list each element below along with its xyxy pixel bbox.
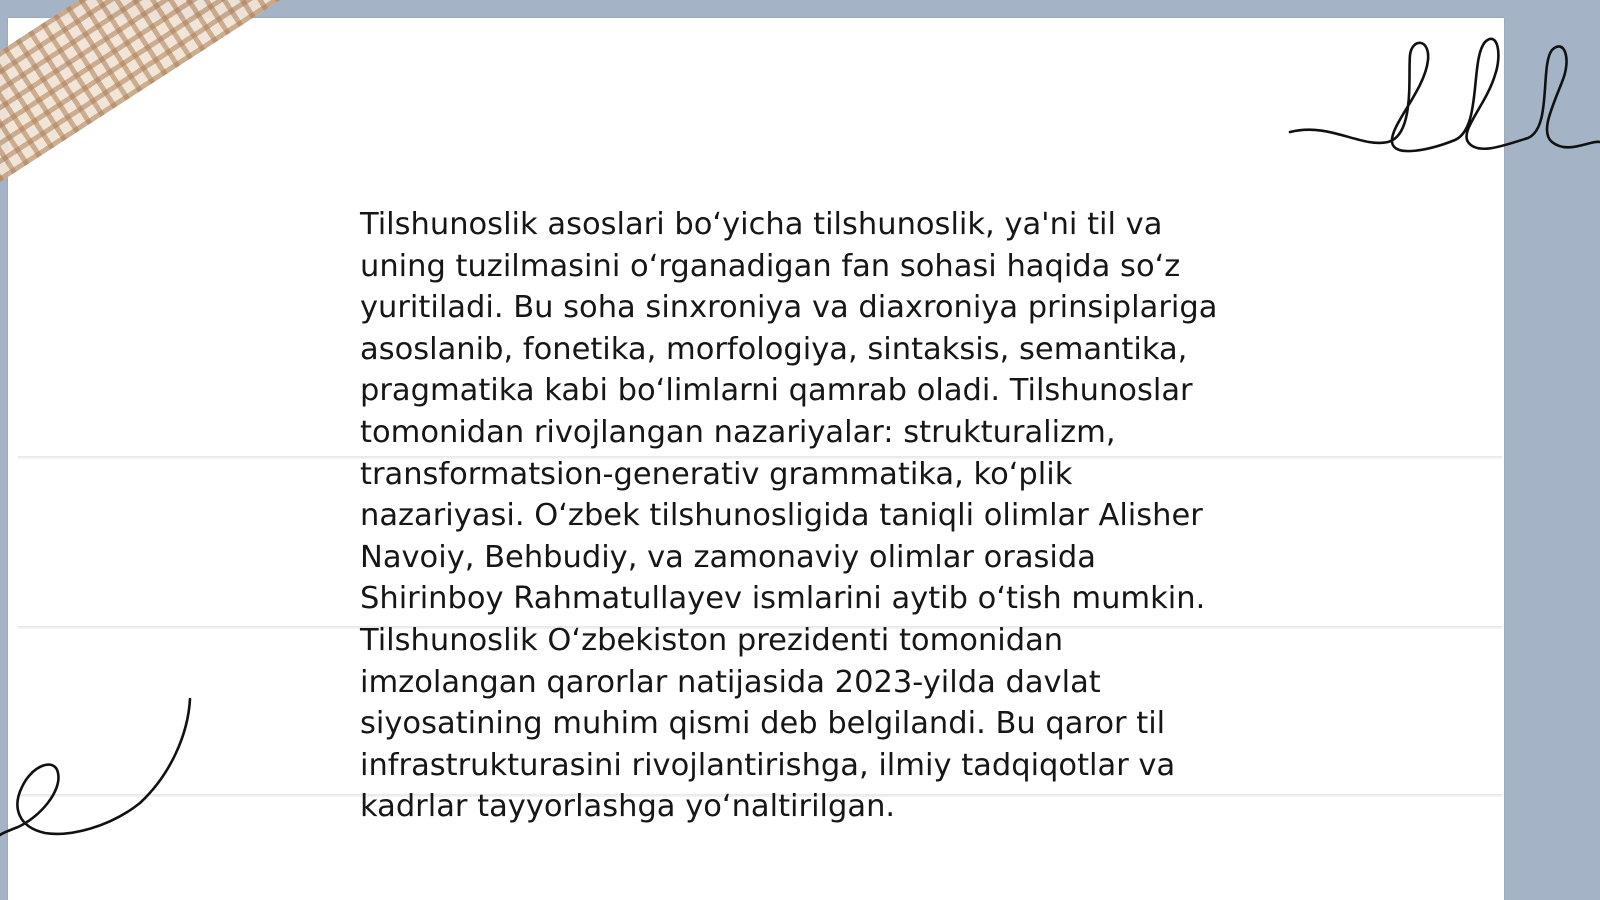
body-paragraph: Tilshunoslik asoslari bo‘yicha tilshunoslik, ya'ni til va uning tuzilmasini o‘rganadigan fan sohasi haqida so‘z yuritiladi. Bu soha sinxroniya va diaxroniya prinsiplariga asoslanib, fonetika, morfologiya, sintaksis, semantika, pragmatika kabi bo‘limlarni qamrab oladi. Tilshunoslar tomonidan rivojlangan nazariyalar: strukturalizm, transformatsion-generativ grammatika, ko‘plik nazariyasi. O‘zbek tilshunosligida taniqli olimlar Alisher Navoiy, Behbudiy, va zamonaviy olimlar orasida Shirinboy Rahmatullayev ismlarini aytib o‘tish mumkin. Tilshunoslik O‘zbekiston prezidenti tomonidan imzolangan qarorlar natijasida 2023-yilda davlat siyosatining muhim qismi deb belgilandi. Bu qaror til infrastrukturasini rivojlantirishga, ilmiy tadqiqotlar va kadrlar tayyorlashga yo‘naltirilgan. xyxy=(360,207,1218,825)
swirl-scribble-decoration xyxy=(0,695,200,845)
loop-scribble-decoration xyxy=(1290,30,1600,170)
